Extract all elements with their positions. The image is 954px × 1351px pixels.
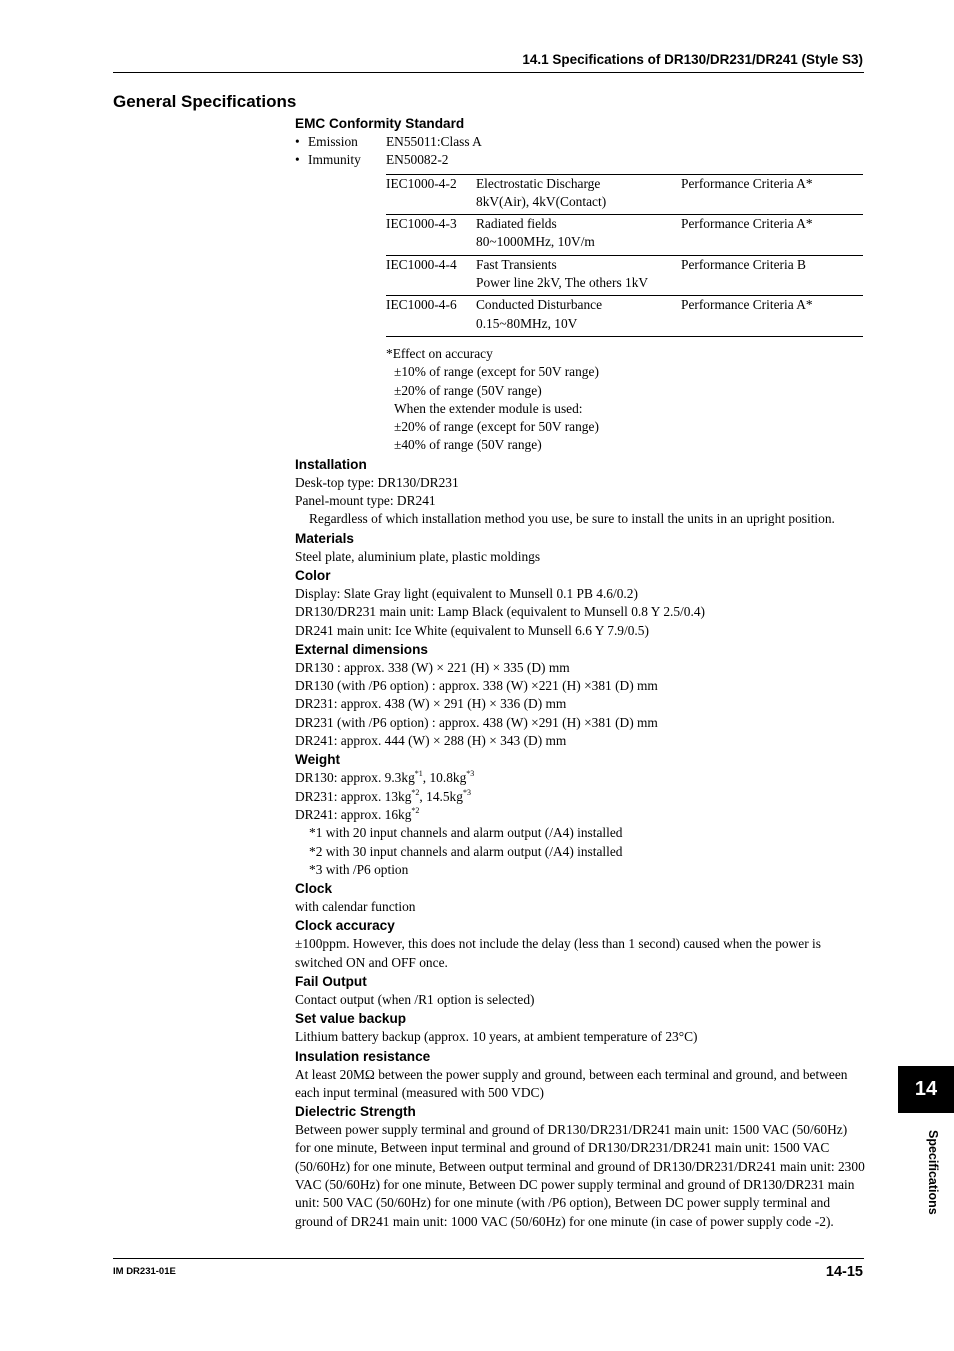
materials-text: Steel plate, aluminium plate, plastic moldings <box>295 548 541 564</box>
description-line: Electrostatic Discharge <box>476 175 601 191</box>
header-rule <box>113 72 864 73</box>
weight-value: DR231: approx. 13kg <box>295 788 412 804</box>
note-line: ±20% of range (50V range) <box>394 382 542 398</box>
description-line: 8kV(Air), 4kV(Contact) <box>476 193 607 209</box>
color-line: DR241 main unit: Ice White (equivalent to Munsell 6.6 Y 7.9/0.5) <box>295 622 649 638</box>
clock-text: with calendar function <box>295 899 416 915</box>
page-number: 14-15 <box>825 1264 863 1280</box>
criteria-cell: Performance Criteria A* <box>681 297 813 313</box>
bullet-dot: • <box>295 134 300 149</box>
emc-heading: EMC Conformity Standard <box>295 116 465 131</box>
note-line: ±40% of range (50V range) <box>394 437 542 453</box>
standard-cell: IEC1000-4-3 <box>386 216 457 232</box>
dimension-line: DR241: approx. 444 (W) × 288 (H) × 343 (D) mm <box>295 733 567 749</box>
insulation-heading: Insulation resistance <box>295 1048 431 1064</box>
criteria-cell: Performance Criteria A* <box>681 175 813 191</box>
fail-output-text: Contact output (when /R1 option is selected) <box>295 991 535 1007</box>
standard-cell: IEC1000-4-2 <box>386 175 457 191</box>
description-line: Fast Transients <box>476 256 557 272</box>
dielectric-text: Between power supply terminal and ground of DR130/DR231/DR241 main unit: 1500 VAC (50/60Hz) for one minute, Between input terminal and ground of DR130/DR231/DR241 main unit: 1500 VAC (50/60Hz) for one minute, Between output terminal and ground of DR130/DR231/DR241 main unit: 2300 VAC (50/60Hz) for one minute, Between DC power supply terminal and ground of DR130/DR231 main unit: 500 VAC (50/60Hz) for one minute (with /P6 option), Between DC power supply terminal and ground of DR241 main unit: 1000 VAC (50/60Hz) for one minute (in case of power supply code -2). <box>295 1122 865 1229</box>
standard-cell: IEC1000-4-4 <box>386 256 457 272</box>
weight-value: , 10.8kg <box>422 770 467 786</box>
doc-id: IM DR231-01E <box>113 1266 176 1277</box>
emc-table <box>386 174 863 337</box>
table-row <box>386 215 863 256</box>
immunity-label: Immunity <box>308 152 361 168</box>
description-line: 80~1000MHz, 10V/m <box>476 234 595 250</box>
description-cell <box>476 215 681 256</box>
installation-heading: Installation <box>295 456 367 472</box>
footer-rule <box>113 1258 864 1259</box>
dimension-line: DR130 (with /P6 option) : approx. 338 (W) ×221 (H) ×381 (D) mm <box>295 678 658 694</box>
footnote-mark: *3 <box>462 787 471 797</box>
set-value-backup-heading: Set value backup <box>295 1011 407 1027</box>
emission-value: EN55011:Class A <box>386 134 482 149</box>
note-line: *Effect on accuracy <box>386 345 493 361</box>
section-title: General Specifications <box>113 92 297 111</box>
insulation-text: At least 20MΩ between the power supply and ground, between each terminal and ground, and between each input terminal (measured with 500 VDC) <box>295 1066 848 1100</box>
installation-note: Regardless of which installation method you use, be sure to install the units in an upright position. <box>309 511 835 527</box>
table-row <box>386 174 863 215</box>
clock-heading: Clock <box>295 881 333 897</box>
color-heading: Color <box>295 567 331 583</box>
description-cell <box>476 174 681 215</box>
dimension-line: DR231: approx. 438 (W) × 291 (H) × 336 (D) mm <box>295 696 567 712</box>
bullet-dot: • <box>295 152 300 168</box>
description-line: 0.15~80MHz, 10V <box>476 315 578 331</box>
dimensions-heading: External dimensions <box>295 641 428 657</box>
weight-note: *3 with /P6 option <box>309 861 409 877</box>
table-row <box>386 255 863 296</box>
clock-accuracy-heading: Clock accuracy <box>295 918 395 934</box>
weight-note: *1 with 20 input channels and alarm output (/A4) installed <box>309 825 623 841</box>
criteria-cell: Performance Criteria B <box>681 256 806 272</box>
color-line: DR130/DR231 main unit: Lamp Black (equivalent to Munsell 0.8 Y 2.5/0.4) <box>295 604 705 620</box>
description-line: Power line 2kV, The others 1kV <box>476 275 649 291</box>
chapter-label: Specifications <box>926 1130 940 1215</box>
color-line: Display: Slate Gray light (equivalent to Munsell 0.1 PB 4.6/0.2) <box>295 585 638 601</box>
dielectric-heading: Dielectric Strength <box>295 1104 416 1120</box>
footnote-mark: *2 <box>411 805 420 815</box>
standard-cell: IEC1000-4-6 <box>386 297 457 313</box>
immunity-value: EN50082-2 <box>386 152 449 168</box>
fail-output-heading: Fail Output <box>295 973 367 989</box>
description-line: Conducted Disturbance <box>476 297 603 313</box>
weight-line-dr130 <box>295 769 865 787</box>
emission-label: Emission <box>308 134 358 149</box>
footnote-mark: *1 <box>414 769 423 779</box>
weight-line-dr241 <box>295 806 865 824</box>
description-cell <box>476 296 681 337</box>
installation-line: Desk-top type: DR130/DR231 <box>295 474 459 490</box>
note-line: When the extender module is used: <box>394 400 583 416</box>
materials-heading: Materials <box>295 530 354 546</box>
weight-note: *2 with 30 input channels and alarm output (/A4) installed <box>309 843 623 859</box>
dimension-line: DR130 : approx. 338 (W) × 221 (H) × 335 (D) mm <box>295 659 570 675</box>
weight-value: , 14.5kg <box>419 788 463 804</box>
emc-notes <box>386 345 865 455</box>
table-row <box>386 296 863 337</box>
immunity-line <box>295 151 865 169</box>
description-line: Radiated fields <box>476 216 557 232</box>
weight-line-dr231 <box>295 788 865 806</box>
footnote-mark: *3 <box>466 769 475 779</box>
weight-value: DR241: approx. 16kg <box>295 806 412 822</box>
set-value-backup-text: Lithium battery backup (approx. 10 years, at ambient temperature of 23°C) <box>295 1029 698 1045</box>
weight-heading: Weight <box>295 752 341 768</box>
installation-line: Panel-mount type: DR241 <box>295 493 436 509</box>
note-line: ±20% of range (except for 50V range) <box>394 419 599 435</box>
clock-accuracy-text: ±100ppm. However, this does not include the delay (less than 1 second) caused when the power is switched ON and OFF once. <box>295 936 821 970</box>
dimension-line: DR231 (with /P6 option) : approx. 438 (W) ×291 (H) ×381 (D) mm <box>295 714 658 730</box>
description-cell <box>476 255 681 296</box>
footnote-mark: *2 <box>411 787 420 797</box>
criteria-cell: Performance Criteria A* <box>681 216 813 232</box>
weight-value: DR130: approx. 9.3kg <box>295 770 415 786</box>
header-title: 14.1 Specifications of DR130/DR231/DR241 (Style S3) <box>522 52 863 67</box>
spec-content <box>295 114 865 1231</box>
emission-line <box>295 133 865 151</box>
chapter-tab: 14 <box>898 1066 954 1113</box>
note-line: ±10% of range (except for 50V range) <box>394 364 599 380</box>
